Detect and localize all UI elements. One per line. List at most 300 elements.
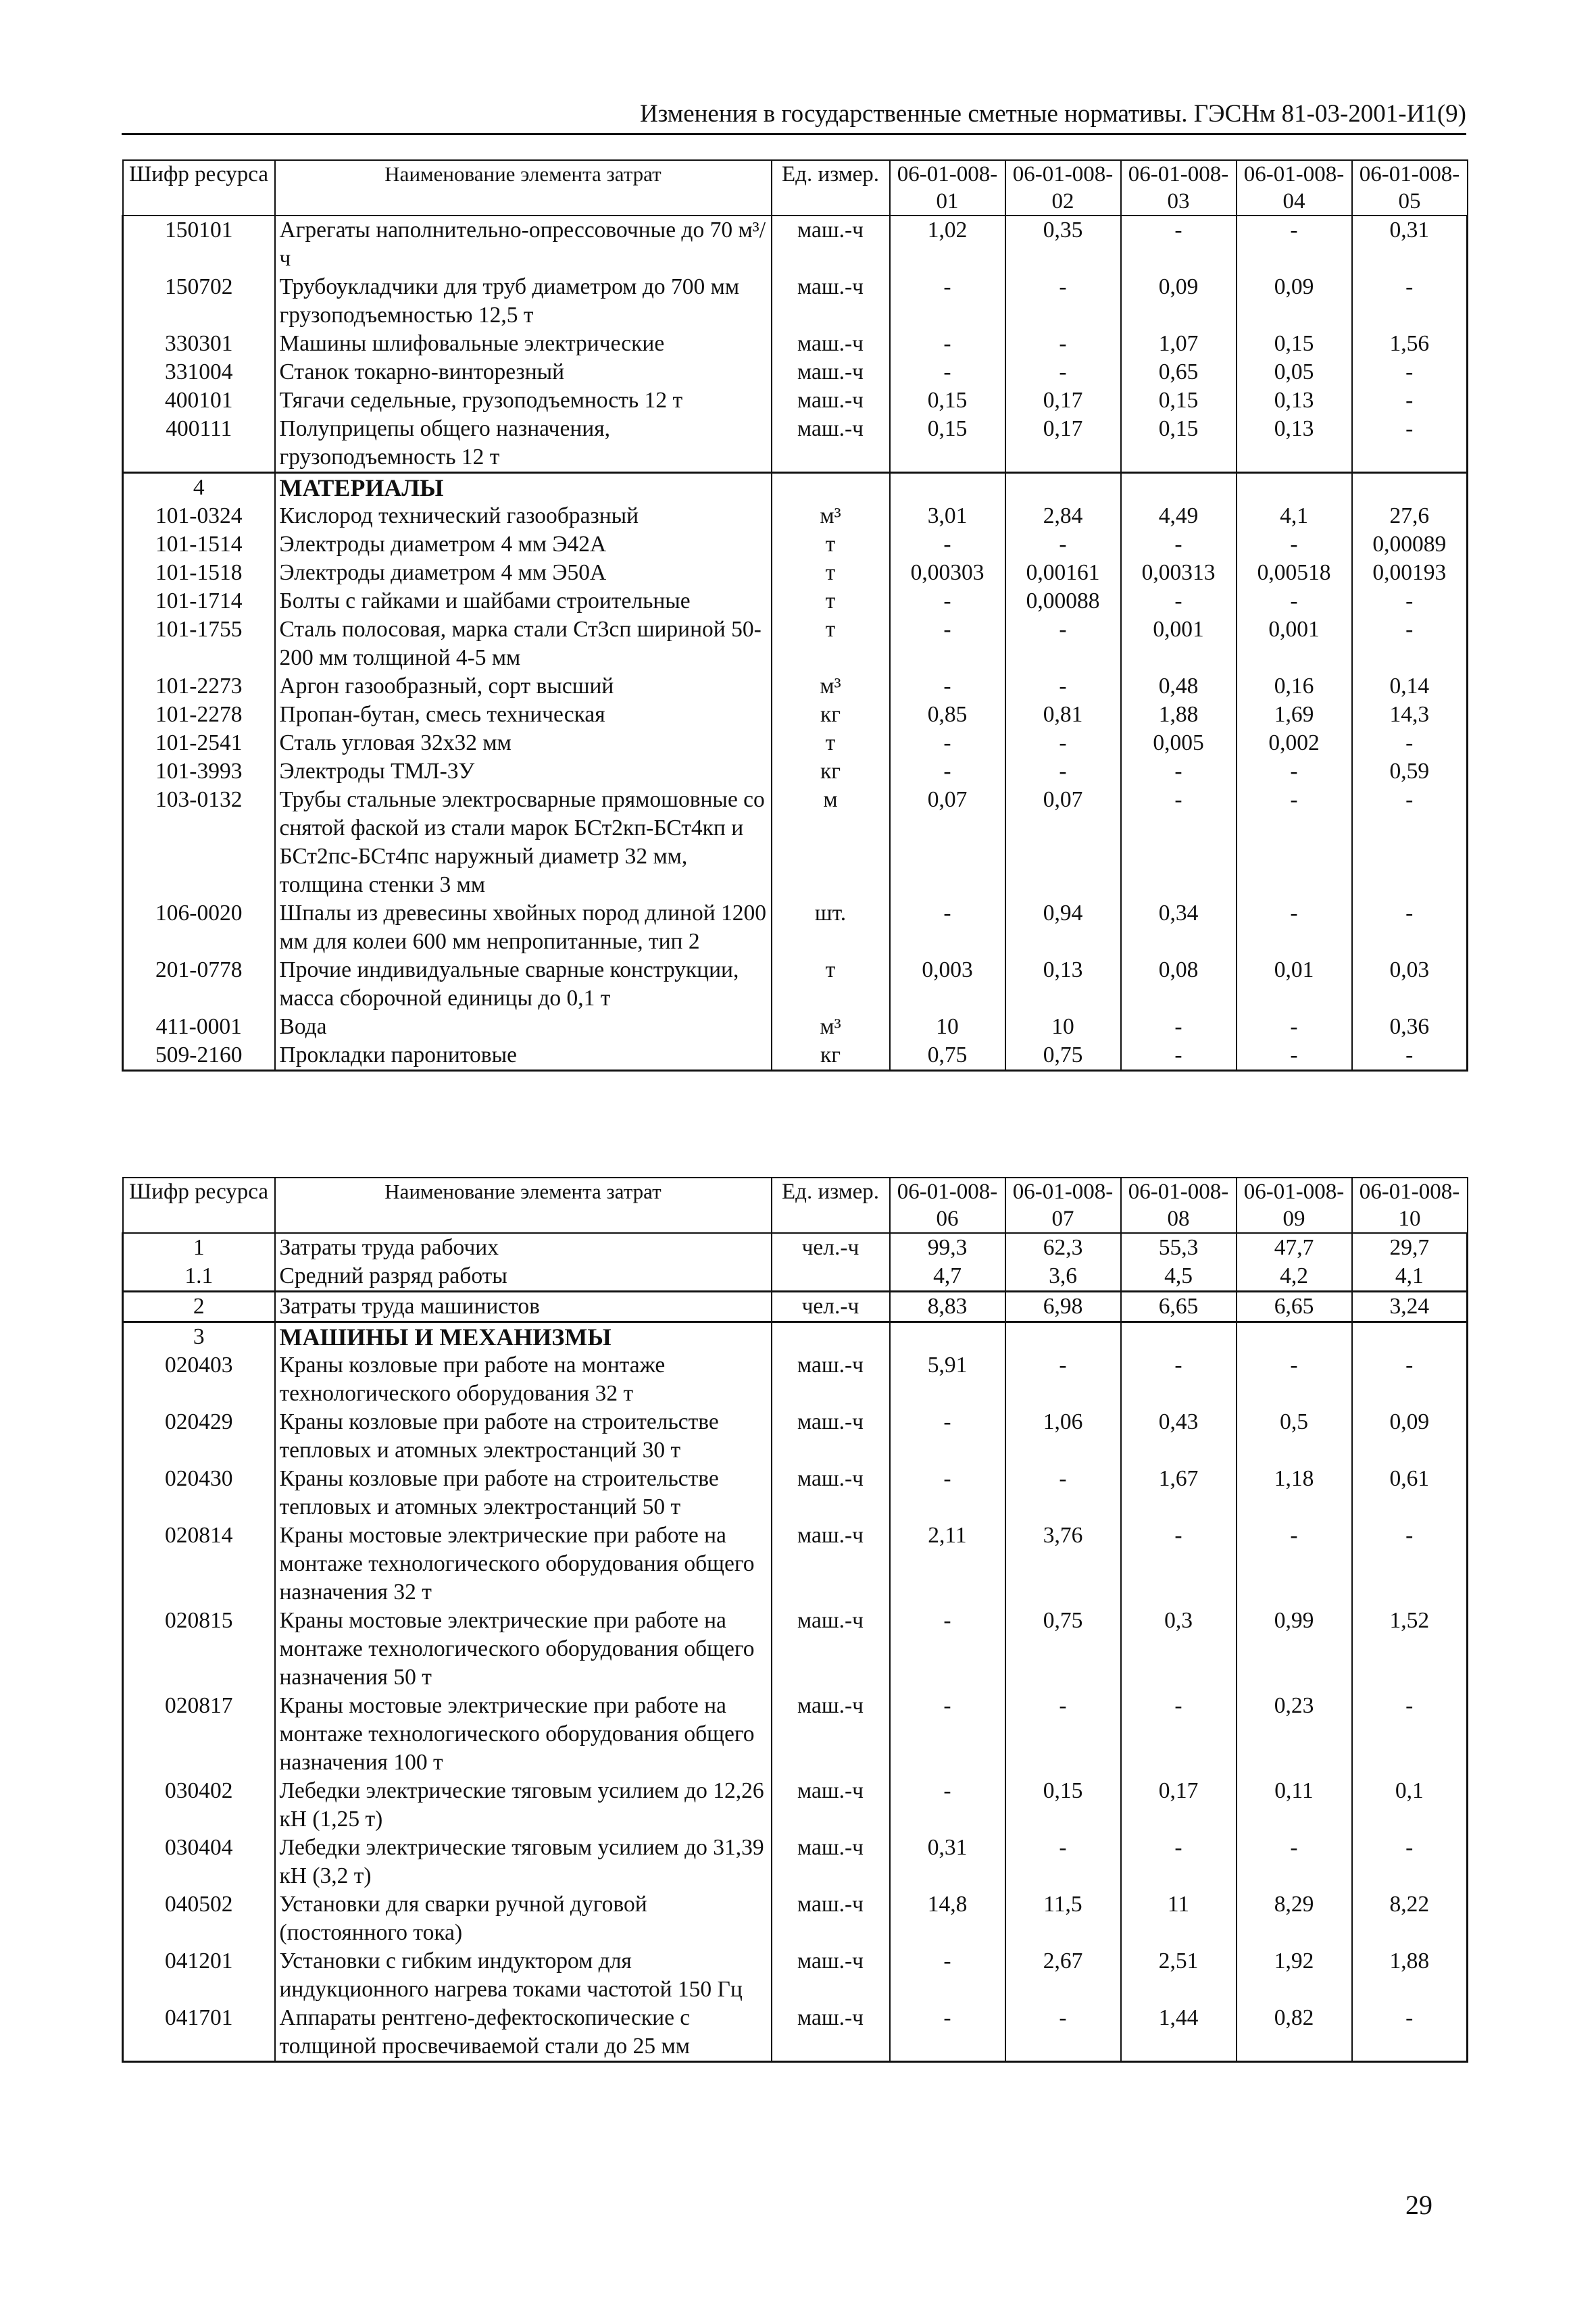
norm-value: 0,82	[1237, 2004, 1352, 2062]
norm-value: 0,11	[1237, 1777, 1352, 1834]
norm-value: 99,3	[890, 1233, 1005, 1262]
norm-value: 0,07	[1005, 786, 1121, 899]
norm-value: 3,6	[1005, 1262, 1121, 1292]
cost-element-name: Средний разряд работы	[275, 1262, 772, 1292]
norm-value: -	[1121, 1521, 1237, 1607]
resource-code: 101-2273	[123, 672, 275, 701]
table-row	[123, 587, 1468, 615]
norm-value: -	[890, 530, 1005, 559]
unit-of-measure	[772, 1322, 890, 1352]
norm-value: 0,15	[1121, 415, 1237, 473]
cost-element-name: Краны козловые при работе на монтаже технологического оборудования 32 т	[275, 1351, 772, 1408]
norm-value: 6,65	[1237, 1292, 1352, 1322]
unit-of-measure: м³	[772, 1013, 890, 1041]
header-col-5: 06-01-008-05	[1352, 160, 1468, 216]
header-col-1: 06-01-008-06	[890, 1178, 1005, 1233]
cost-element-name: Лебедки электрические тяговым усилием до 31,39 кН (3,2 т)	[275, 1834, 772, 1890]
norm-value: 0,36	[1352, 1013, 1468, 1041]
unit-of-measure: т	[772, 615, 890, 672]
norm-value: 6,65	[1121, 1292, 1237, 1322]
resource-code: 041701	[123, 2004, 275, 2062]
norm-value	[1005, 1322, 1121, 1352]
unit-of-measure: маш.-ч	[772, 1692, 890, 1777]
norm-value	[1352, 1322, 1468, 1352]
norm-value: 11,5	[1005, 1890, 1121, 1947]
page-header: Изменения в государственные сметные нормативы. ГЭСНм 81-03-2001-И1(9)	[639, 100, 1466, 128]
table-row	[123, 1465, 1468, 1521]
resource-code: 106-0020	[123, 899, 275, 956]
cost-element-name: МАТЕРИАЛЫ	[275, 473, 772, 503]
table-row	[123, 1947, 1468, 2004]
cost-element-name: Прочие индивидуальные сварные конструкции, масса сборочной единицы до 0,1 т	[275, 956, 772, 1013]
norm-value: -	[1121, 1041, 1237, 1071]
norm-value: -	[890, 1777, 1005, 1834]
resource-code: 101-1514	[123, 530, 275, 559]
norm-value: -	[1005, 1351, 1121, 1408]
cost-element-name: Электроды ТМЛ-3У	[275, 757, 772, 786]
resource-code: 101-2278	[123, 701, 275, 729]
resource-code: 150702	[123, 273, 275, 330]
norm-value: 4,1	[1352, 1262, 1468, 1292]
cost-element-name: Краны мостовые электрические при работе на монтаже технологического оборудования общего назначения 32 т	[275, 1521, 772, 1607]
resource-code: 101-0324	[123, 502, 275, 530]
norm-value: -	[1352, 2004, 1468, 2062]
norm-value: -	[1237, 216, 1352, 273]
norm-value: 0,75	[890, 1041, 1005, 1071]
norm-value: 8,29	[1237, 1890, 1352, 1947]
norm-value: 0,05	[1237, 358, 1352, 386]
norm-value: -	[1005, 1692, 1121, 1777]
norm-value: 0,65	[1121, 358, 1237, 386]
cost-element-name: Затраты труда машинистов	[275, 1292, 772, 1322]
resource-code: 020429	[123, 1408, 275, 1465]
cost-element-name: Аппараты рентгено-дефектоскопические с толщиной просвечиваемой стали до 25 мм	[275, 2004, 772, 2062]
unit-of-measure: маш.-ч	[772, 1521, 890, 1607]
table-header-row	[123, 1178, 1468, 1233]
norm-value: 1,67	[1121, 1465, 1237, 1521]
norm-value: -	[1005, 1465, 1121, 1521]
unit-of-measure: маш.-ч	[772, 386, 890, 415]
norm-value: 0,09	[1121, 273, 1237, 330]
table-row	[123, 729, 1468, 757]
unit-of-measure: маш.-ч	[772, 415, 890, 473]
table-row	[123, 1041, 1468, 1071]
unit-of-measure: маш.-ч	[772, 1947, 890, 2004]
table-row	[123, 1777, 1468, 1834]
section-title-row	[123, 473, 1468, 503]
norm-value: 0,94	[1005, 899, 1121, 956]
norm-value: 1,88	[1352, 1947, 1468, 2004]
norm-value: 1,56	[1352, 330, 1468, 358]
resource-code: 041201	[123, 1947, 275, 2004]
norm-value: 4,7	[890, 1262, 1005, 1292]
norm-value: -	[1237, 1521, 1352, 1607]
cost-element-name: Агрегаты наполнительно-опрессовочные до 70 м³/ч	[275, 216, 772, 273]
norm-value: 4,49	[1121, 502, 1237, 530]
norm-value: 3,76	[1005, 1521, 1121, 1607]
norm-value: 0,07	[890, 786, 1005, 899]
norm-value: 29,7	[1352, 1233, 1468, 1262]
resource-code: 030404	[123, 1834, 275, 1890]
header-unit: Ед. измер.	[772, 1178, 890, 1233]
unit-of-measure: маш.-ч	[772, 358, 890, 386]
norm-value: 8,22	[1352, 1890, 1468, 1947]
resource-code: 040502	[123, 1890, 275, 1947]
header-col-4: 06-01-008-04	[1237, 160, 1352, 216]
norm-value: -	[1352, 587, 1468, 615]
header-col-4: 06-01-008-09	[1237, 1178, 1352, 1233]
norm-value	[1237, 1322, 1352, 1352]
norm-value: 0,81	[1005, 701, 1121, 729]
header-name: Наименование элемента затрат	[275, 160, 772, 216]
norm-value: 0,59	[1352, 757, 1468, 786]
norm-value: 3,01	[890, 502, 1005, 530]
norm-value: 0,002	[1237, 729, 1352, 757]
norm-value: -	[1352, 358, 1468, 386]
header-col-5: 06-01-008-10	[1352, 1178, 1468, 1233]
norm-value: -	[1352, 386, 1468, 415]
norm-value: -	[890, 1465, 1005, 1521]
table-body	[123, 216, 1468, 1071]
resource-code: 101-1755	[123, 615, 275, 672]
cost-element-name: Тягачи седельные, грузоподъемность 12 т	[275, 386, 772, 415]
unit-of-measure: т	[772, 729, 890, 757]
cost-element-name: Краны мостовые электрические при работе на монтаже технологического оборудования общего назначения 100 т	[275, 1692, 772, 1777]
header-code: Шифр ресурса	[123, 1178, 275, 1233]
resource-code: 411-0001	[123, 1013, 275, 1041]
norm-value: 0,15	[890, 415, 1005, 473]
table-row	[123, 1890, 1468, 1947]
table-row	[123, 757, 1468, 786]
unit-of-measure: чел.-ч	[772, 1233, 890, 1262]
resource-code: 020430	[123, 1465, 275, 1521]
cost-element-name: Краны мостовые электрические при работе на монтаже технологического оборудования общего назначения 50 т	[275, 1607, 772, 1692]
table-row	[123, 358, 1468, 386]
unit-of-measure: маш.-ч	[772, 1408, 890, 1465]
unit-of-measure: м	[772, 786, 890, 899]
norm-value: -	[1121, 757, 1237, 786]
unit-of-measure: т	[772, 530, 890, 559]
norm-value: 0,00303	[890, 559, 1005, 587]
norm-value: 2,67	[1005, 1947, 1121, 2004]
unit-of-measure: маш.-ч	[772, 1607, 890, 1692]
section-title-row	[123, 1322, 1468, 1352]
table-row	[123, 530, 1468, 559]
cost-element-name: МАШИНЫ И МЕХАНИЗМЫ	[275, 1322, 772, 1352]
norm-value: -	[1352, 1521, 1468, 1607]
cost-element-name: Кислород технический газообразный	[275, 502, 772, 530]
norm-value: -	[1121, 1013, 1237, 1041]
norm-value: -	[890, 899, 1005, 956]
norm-value: 0,31	[1352, 216, 1468, 273]
norm-value: -	[1121, 786, 1237, 899]
norm-value: -	[1352, 1692, 1468, 1777]
unit-of-measure: маш.-ч	[772, 216, 890, 273]
resource-code: 020814	[123, 1521, 275, 1607]
norm-value: 0,17	[1005, 415, 1121, 473]
norm-value: 0,75	[1005, 1607, 1121, 1692]
norm-value: -	[1005, 2004, 1121, 2062]
norm-value: -	[1237, 757, 1352, 786]
unit-of-measure: маш.-ч	[772, 1777, 890, 1834]
norm-value	[1352, 473, 1468, 503]
table-row	[123, 1408, 1468, 1465]
cost-element-name: Установки для сварки ручной дуговой (постоянного тока)	[275, 1890, 772, 1947]
unit-of-measure: т	[772, 587, 890, 615]
resource-code: 101-3993	[123, 757, 275, 786]
cost-element-name: Вода	[275, 1013, 772, 1041]
norm-value: 0,00193	[1352, 559, 1468, 587]
table-row	[123, 701, 1468, 729]
norm-value	[1121, 1322, 1237, 1352]
norm-value: 47,7	[1237, 1233, 1352, 1262]
table-row	[123, 1834, 1468, 1890]
unit-of-measure: м³	[772, 502, 890, 530]
norm-value: 0,00313	[1121, 559, 1237, 587]
header-col-2: 06-01-008-07	[1005, 1178, 1121, 1233]
header-unit: Ед. измер.	[772, 160, 890, 216]
norm-value: -	[1352, 729, 1468, 757]
norm-value: 0,1	[1352, 1777, 1468, 1834]
table-row	[123, 330, 1468, 358]
resource-code: 020815	[123, 1607, 275, 1692]
norm-value: 1,69	[1237, 701, 1352, 729]
norm-value: 1,92	[1237, 1947, 1352, 2004]
norm-value: 14,8	[890, 1890, 1005, 1947]
cost-element-name: Машины шлифовальные электрические	[275, 330, 772, 358]
norm-value: 62,3	[1005, 1233, 1121, 1262]
norm-value: 0,48	[1121, 672, 1237, 701]
table-row	[123, 672, 1468, 701]
norm-value: 0,17	[1121, 1777, 1237, 1834]
cost-element-name: Трубоукладчики для труб диаметром до 700 мм грузоподъемностью 12,5 т	[275, 273, 772, 330]
resource-code: 331004	[123, 358, 275, 386]
norm-value: -	[1237, 1013, 1352, 1041]
norm-value: 0,09	[1352, 1408, 1468, 1465]
resource-code: 020817	[123, 1692, 275, 1777]
norm-value: -	[890, 587, 1005, 615]
norm-value	[1237, 473, 1352, 503]
unit-of-measure: м³	[772, 672, 890, 701]
norm-value: -	[1237, 587, 1352, 615]
table-row	[123, 273, 1468, 330]
unit-of-measure: маш.-ч	[772, 1890, 890, 1947]
norm-value: 10	[1005, 1013, 1121, 1041]
resource-code: 103-0132	[123, 786, 275, 899]
header-rule	[122, 133, 1466, 135]
cost-element-name: Трубы стальные электросварные прямошовные со снятой фаской из стали марок БСт2кп-БСт4кп и БСт2пс-БСт4пс наружный диаметр 32 мм, толщина стенки 3 мм	[275, 786, 772, 899]
cost-element-name: Краны козловые при работе на строительстве тепловых и атомных электростанций 50 т	[275, 1465, 772, 1521]
resource-code: 2	[123, 1292, 275, 1322]
norm-value: 0,85	[890, 701, 1005, 729]
cost-element-name: Полуприцепы общего назначения, грузоподъемность 12 т	[275, 415, 772, 473]
resource-code: 330301	[123, 330, 275, 358]
cost-element-name: Краны козловые при работе на строительстве тепловых и атомных электростанций 30 т	[275, 1408, 772, 1465]
unit-of-measure: кг	[772, 757, 890, 786]
resource-code: 4	[123, 473, 275, 503]
resource-code: 400111	[123, 415, 275, 473]
resource-code: 3	[123, 1322, 275, 1352]
norm-value: -	[890, 757, 1005, 786]
norm-value: 4,1	[1237, 502, 1352, 530]
norm-value: -	[1121, 1692, 1237, 1777]
norm-value: -	[1005, 530, 1121, 559]
norm-value: 0,3	[1121, 1607, 1237, 1692]
norm-value: -	[1237, 530, 1352, 559]
norm-value: -	[1121, 1834, 1237, 1890]
norm-value: 0,00518	[1237, 559, 1352, 587]
norm-value: 4,2	[1237, 1262, 1352, 1292]
unit-of-measure: шт.	[772, 899, 890, 956]
resource-code: 1	[123, 1233, 275, 1262]
norm-value: -	[1352, 1834, 1468, 1890]
norm-value: -	[1005, 729, 1121, 757]
cost-element-name: Аргон газообразный, сорт высший	[275, 672, 772, 701]
norm-value: -	[1005, 757, 1121, 786]
norm-value: 0,09	[1237, 273, 1352, 330]
norm-value: -	[1352, 786, 1468, 899]
norm-value: -	[1121, 587, 1237, 615]
norm-value: -	[1121, 216, 1237, 273]
norm-value: -	[1237, 1351, 1352, 1408]
norm-value: -	[890, 2004, 1005, 2062]
norm-value: -	[1237, 1041, 1352, 1071]
norm-value: 0,14	[1352, 672, 1468, 701]
norm-value: -	[1237, 899, 1352, 956]
cost-element-name: Затраты труда рабочих	[275, 1233, 772, 1262]
table-header-row	[123, 160, 1468, 216]
cost-element-name: Прокладки паронитовые	[275, 1041, 772, 1071]
norm-value: 1,02	[890, 216, 1005, 273]
cost-element-name: Станок токарно-винторезный	[275, 358, 772, 386]
unit-of-measure: маш.-ч	[772, 330, 890, 358]
table-row	[123, 1692, 1468, 1777]
norm-value: -	[1121, 530, 1237, 559]
norm-value: 0,01	[1237, 956, 1352, 1013]
cost-element-name: Сталь угловая 32х32 мм	[275, 729, 772, 757]
norm-value: -	[890, 330, 1005, 358]
unit-of-measure	[772, 473, 890, 503]
table-row	[123, 502, 1468, 530]
norm-value: -	[1352, 1041, 1468, 1071]
resource-code: 020403	[123, 1351, 275, 1408]
header-col-1: 06-01-008-01	[890, 160, 1005, 216]
norm-value: 0,003	[890, 956, 1005, 1013]
resource-code: 150101	[123, 216, 275, 273]
unit-of-measure: маш.-ч	[772, 2004, 890, 2062]
norm-value: 0,17	[1005, 386, 1121, 415]
table-row	[123, 216, 1468, 273]
norm-value: 0,13	[1237, 386, 1352, 415]
unit-of-measure: т	[772, 559, 890, 587]
table-row	[123, 899, 1468, 956]
norm-value: 0,15	[1005, 1777, 1121, 1834]
header-code: Шифр ресурса	[123, 160, 275, 216]
norm-value: 5,91	[890, 1351, 1005, 1408]
norm-value: 0,99	[1237, 1607, 1352, 1692]
norm-value: 2,11	[890, 1521, 1005, 1607]
cost-element-name: Болты с гайками и шайбами строительные	[275, 587, 772, 615]
header-col-3: 06-01-008-08	[1121, 1178, 1237, 1233]
norm-value: -	[1005, 358, 1121, 386]
norm-value: 0,13	[1237, 415, 1352, 473]
table-row	[123, 386, 1468, 415]
norm-value: 1,06	[1005, 1408, 1121, 1465]
norm-value: 0,08	[1121, 956, 1237, 1013]
resource-code: 101-2541	[123, 729, 275, 757]
page-number: 29	[1405, 2190, 1432, 2220]
table-row	[123, 1013, 1468, 1041]
norm-value: 27,6	[1352, 502, 1468, 530]
norm-value: 0,03	[1352, 956, 1468, 1013]
unit-of-measure: маш.-ч	[772, 1351, 890, 1408]
norm-value: 0,23	[1237, 1692, 1352, 1777]
norm-value: 1,88	[1121, 701, 1237, 729]
unit-of-measure: маш.-ч	[772, 1465, 890, 1521]
norm-value: -	[1005, 615, 1121, 672]
table-row	[123, 1607, 1468, 1692]
norm-value: 1,44	[1121, 2004, 1237, 2062]
resource-code: 201-0778	[123, 956, 275, 1013]
table-row	[123, 1521, 1468, 1607]
norm-value: 0,16	[1237, 672, 1352, 701]
resource-code: 400101	[123, 386, 275, 415]
norm-value	[890, 1322, 1005, 1352]
norm-value: -	[1352, 273, 1468, 330]
norm-value: 0,15	[1121, 386, 1237, 415]
unit-of-measure	[772, 1262, 890, 1292]
norm-value: -	[890, 1692, 1005, 1777]
norm-value: 0,00161	[1005, 559, 1121, 587]
resource-code: 509-2160	[123, 1041, 275, 1071]
norm-value: -	[1005, 330, 1121, 358]
norm-value: 1,07	[1121, 330, 1237, 358]
norms-table-2	[122, 1177, 1468, 2063]
header-col-3: 06-01-008-03	[1121, 160, 1237, 216]
norms-table-1	[122, 159, 1468, 1072]
norm-value: -	[890, 358, 1005, 386]
norm-value: -	[890, 1607, 1005, 1692]
cost-element-name: Пропан-бутан, смесь техническая	[275, 701, 772, 729]
norm-value: -	[1005, 1834, 1121, 1890]
cost-element-name: Шпалы из древесины хвойных пород длиной 1200 мм для колеи 600 мм непропитанные, тип 2	[275, 899, 772, 956]
norm-value: 0,34	[1121, 899, 1237, 956]
norm-value: 0,43	[1121, 1408, 1237, 1465]
norm-value: 0,001	[1237, 615, 1352, 672]
norm-value: 0,61	[1352, 1465, 1468, 1521]
norm-value: 0,00089	[1352, 530, 1468, 559]
header-col-2: 06-01-008-02	[1005, 160, 1121, 216]
unit-of-measure: кг	[772, 1041, 890, 1071]
norm-value: -	[890, 729, 1005, 757]
norm-value: 55,3	[1121, 1233, 1237, 1262]
norm-value: 2,51	[1121, 1947, 1237, 2004]
cost-element-name: Электроды диаметром 4 мм Э42А	[275, 530, 772, 559]
norm-value: 1,52	[1352, 1607, 1468, 1692]
resource-code: 030402	[123, 1777, 275, 1834]
norm-value: -	[1352, 899, 1468, 956]
norm-value: 0,15	[890, 386, 1005, 415]
table-body	[123, 1233, 1468, 2062]
norm-value: -	[890, 615, 1005, 672]
norm-value: -	[1352, 615, 1468, 672]
unit-of-measure: маш.-ч	[772, 273, 890, 330]
norm-value: 4,5	[1121, 1262, 1237, 1292]
norm-value: -	[1005, 273, 1121, 330]
norm-value: -	[1352, 1351, 1468, 1408]
table-row	[123, 559, 1468, 587]
cost-element-name: Установки с гибким индуктором для индукционного нагрева токами частотой 150 Гц	[275, 1947, 772, 2004]
